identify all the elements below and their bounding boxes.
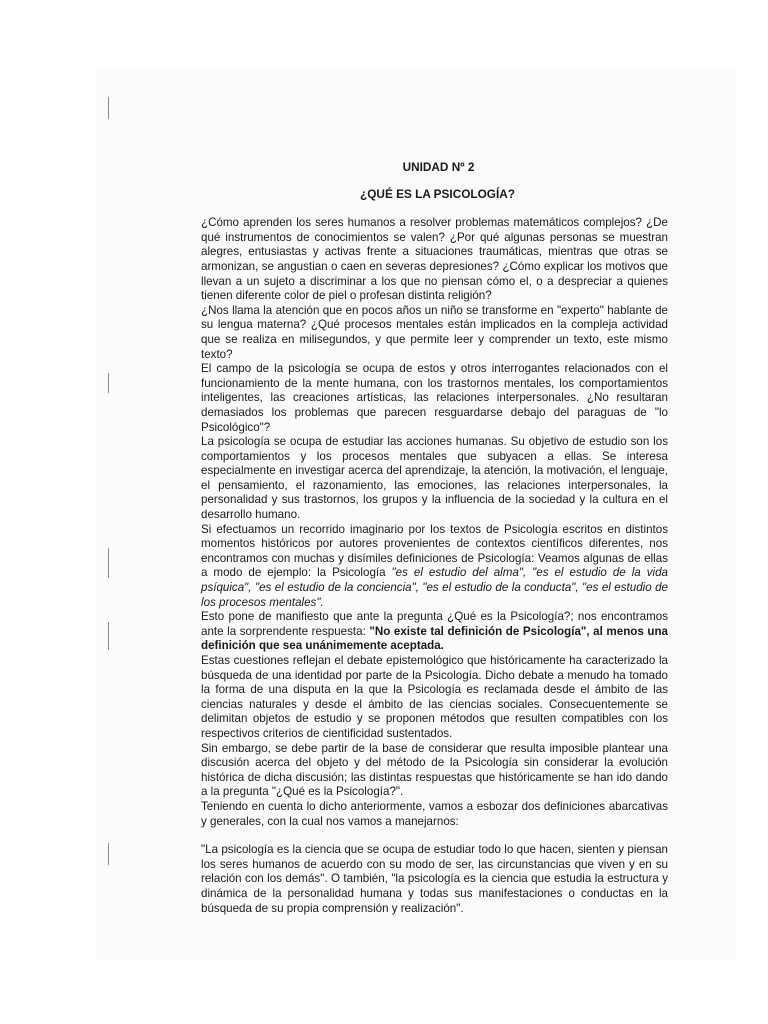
paragraph-text: Si efectuamos un recorrido imaginario por los textos de Psicología escritos en distintos momentos históricos por autores provenientes de contextos científicos diferentes, nos encontramos con muchas y disímiles definiciones de Psicología: Veamos algunas de ellas a modo de ejemplo: la Psicología bbox=[201, 522, 668, 580]
unit-title: UNIDAD Nº 2 bbox=[402, 160, 475, 174]
document-body bbox=[201, 160, 668, 916]
paragraph: Sin embargo, se debe partir de la base de considerar que resulta imposible plantear una discusión acerca del objeto y del método de la Psicología sin considerar la evolución histórica de dicha discusión; las distintas respuestas que históricamente se han ido dando a la pregunta "¿Qué es la Psicología?". bbox=[201, 741, 668, 799]
margin-mark bbox=[108, 548, 109, 578]
margin-mark bbox=[108, 843, 109, 865]
paragraph-text: Esto pone de manifiesto que ante la pregunta ¿Qué es la Psicología?; nos encontramos ante la sorprendente respuesta: bbox=[201, 610, 668, 638]
definition-quotes: "es el estudio del alma", "es el estudio de la vida psíquica", "es el estudio de la conciencia", "es el estudio de la conducta", "es el estudio de los procesos mentales". bbox=[201, 566, 668, 609]
definition-paragraph: "La psicología es la ciencia que se ocupa de estudiar todo lo que hacen, sienten y piensan los seres humanos de acuerdo con su modo de ser, las circunstancias que viven y en su relación con los demás". O también, "la psicología es la ciencia que estudia la estructura y dinámica de la personalidad humana y todas sus manifestaciones o conductas en la búsqueda de su propia comprensión y realización". bbox=[201, 843, 668, 915]
paragraph bbox=[201, 610, 668, 654]
paragraph: Teniendo en cuenta lo dicho anteriormente, vamos a esbozar dos definiciones abarcativas y generales, con la cual nos vamos a manejarnos: bbox=[201, 799, 668, 828]
paragraph bbox=[201, 523, 668, 611]
paragraph: El campo de la psicología se ocupa de estos y otros interrogantes relacionados con el funcionamiento de la mente humana, con los trastornos mentales, los comportamientos inteligentes, las creaciones artísticas, las relaciones interpersonales. ¿No resultaran demasiados los problemas que parecen resguardarse debajo del paraguas de "lo Psicológico"? bbox=[201, 362, 668, 434]
paragraph: ¿Cómo aprenden los seres humanos a resolver problemas matemáticos complejos? ¿De qué instrumentos de conocimientos se valen? ¿Por qué algunas personas se muestran alegres, entusiastas y activas frente a situaciones traumáticas, mientras que otras se armonizan, se angustian o caen en severas depresiones? ¿Cómo explicar los motivos que llevan a un sujeto a discriminar a los que no piensan cómo el, o a despreciar a quienes tienen diferente color de piel o profesan distinta religión? bbox=[201, 216, 668, 303]
paragraph: La psicología se ocupa de estudiar las acciones humanas. Su objetivo de estudio son los comportamientos y los procesos mentales que subyacen a ellas. Se interesa especialmente en investigar acerca del aprendizaje, la atención, la motivación, el lenguaje, el pensamiento, el razonamiento, las emociones, las relaciones interpersonales, la personalidad y sus trastornos, los grupos y la influencia de la sociedad y la cultura en el desarrollo humano. bbox=[201, 435, 668, 522]
page-title: ¿QUÉ ES LA PSICOLOGÍA? bbox=[360, 186, 515, 201]
margin-mark bbox=[108, 373, 109, 393]
paragraph: Estas cuestiones reflejan el debate epistemológico que históricamente ha caracterizado la búsqueda de una identidad por parte de la Psicología. Dicho debate a menudo ha tomado la forma de una disputa en la que la Psicología es reclamada desde el ámbito de las ciencias naturales y desde el ámbito de las ciencias sociales. Consecuentemente se delimitan objetos de estudio y se proponen métodos que resulten compatibles con los respectivos criterios de cientificidad sustentados. bbox=[201, 654, 668, 740]
paragraph: ¿Nos llama la atención que en pocos años un niño se transforme en "experto" hablante de su lengua materna? ¿Qué procesos mentales están implicados en la compleja actividad que se realiza en milisegundos, y que permite leer y comprender un texto, este mismo texto? bbox=[201, 303, 668, 361]
key-statement: "No existe tal definición de Psicología", al menos una definición que sea unánimemente aceptada. bbox=[201, 624, 668, 653]
margin-mark bbox=[108, 97, 109, 119]
margin-mark bbox=[108, 622, 109, 650]
